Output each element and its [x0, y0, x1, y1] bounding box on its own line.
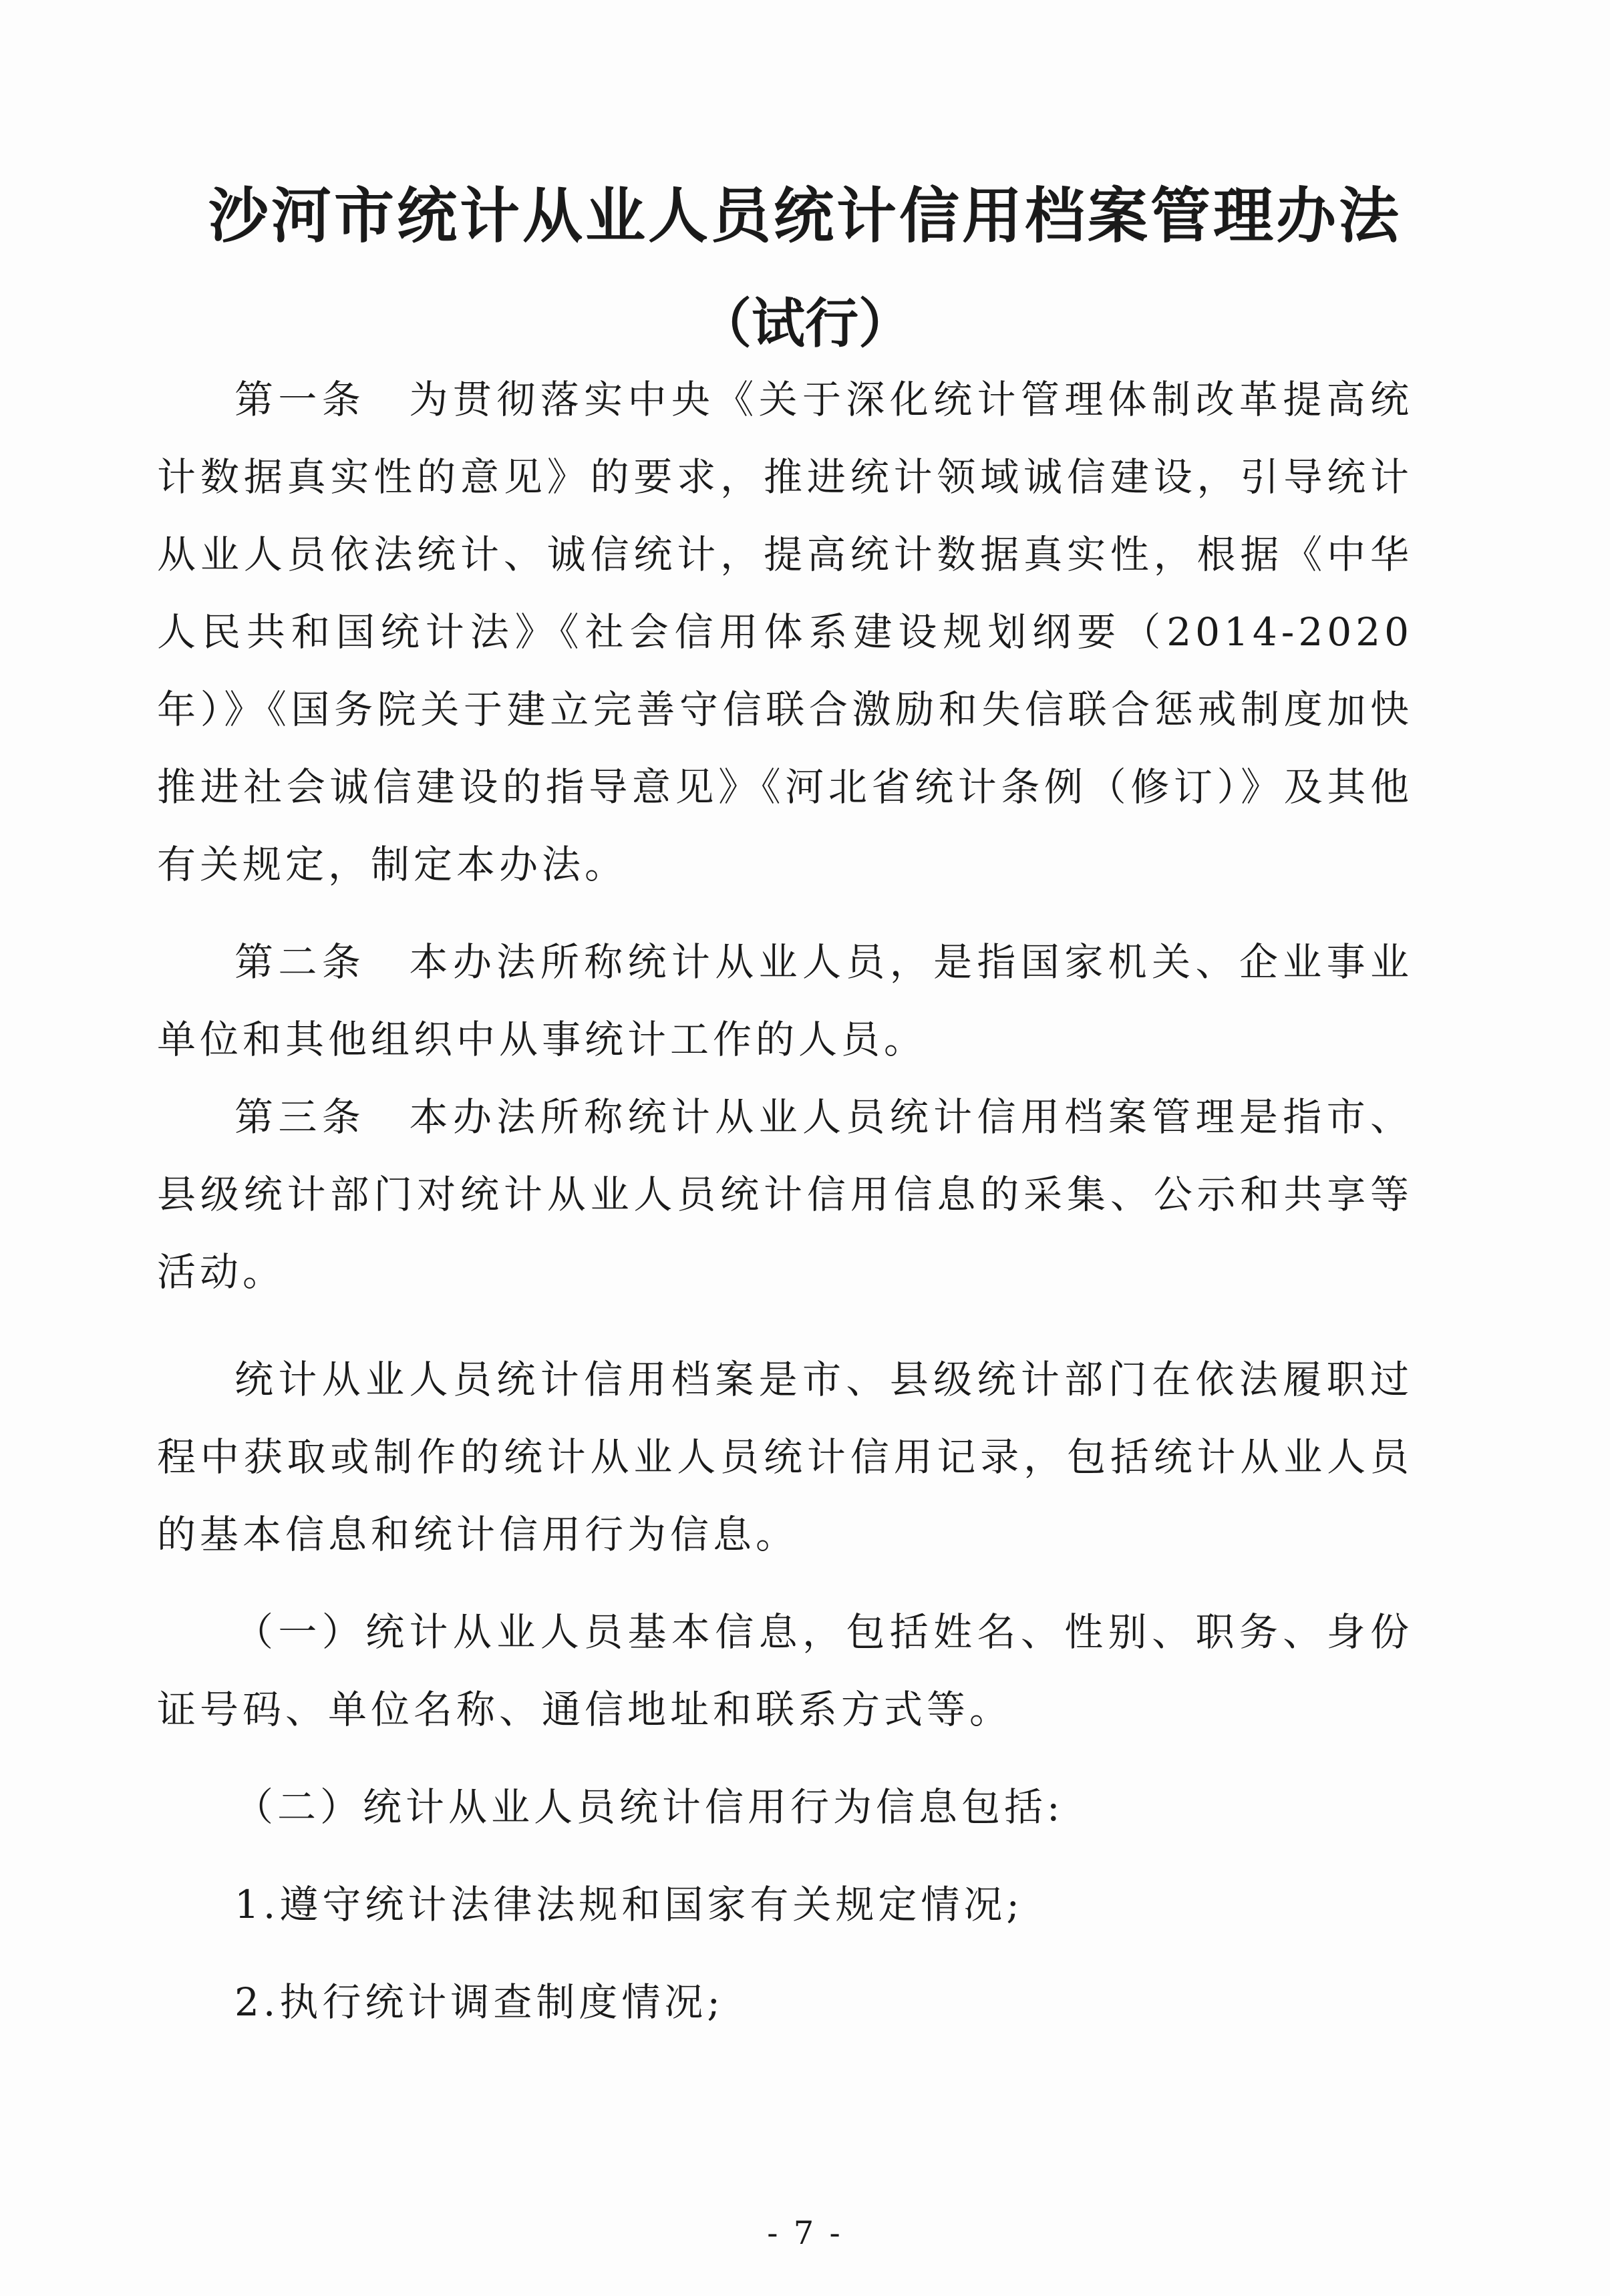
list-item-1: 1.遵守统计法律法规和国家有关规定情况; — [234, 1882, 1023, 1927]
document-subtitle: （试行） — [698, 293, 912, 355]
page-number: - 7 - — [767, 2215, 843, 2252]
article-1-paragraph: 第一条 为贯彻落实中央《关于深化统计管理体制改革提高统计数据真实性的意见》的要求，推进统计领域诚信建设，引导统计从业人员依法统计、诚信统计，提高统计数据真实性，根据《中华人民共和国统计法》《社会信用体系建设规划纲要（2014-2020年）》《国务院关于建立完善守信联合激励和失信联合惩戒制度加快推进社会诚信建设的指导意见》《河北省统计条例（修订）》及其他有关规定，制定本办法。 — [157, 377, 1413, 887]
document-title: 沙河市统计从业人员统计信用档案管理办法 — [208, 181, 1402, 251]
article-3-paragraph: 第三条 本办法所称统计从业人员统计信用档案管理是指市、县级统计部门对统计从业人员统计信用信息的采集、公示和共享等活动。 — [157, 1094, 1413, 1295]
list-item-2: 2.执行统计调查制度情况; — [234, 1979, 724, 2025]
basic-info-paragraph: （一）统计从业人员基本信息，包括姓名、性别、职务、身份证号码、单位名称、通信地址和联系方式等。 — [157, 1609, 1413, 1732]
article-2-paragraph: 第二条 本办法所称统计从业人员，是指国家机关、企业事业单位和其他组织中从事统计工作的人员。 — [157, 939, 1413, 1062]
document-body — [157, 361, 1413, 2041]
credit-archive-paragraph: 统计从业人员统计信用档案是市、县级统计部门在依法履职过程中获取或制作的统计从业人员统计信用记录，包括统计从业人员的基本信息和统计信用行为信息。 — [157, 1357, 1413, 1557]
credit-behavior-paragraph: （二）统计从业人员统计信用行为信息包括: — [234, 1784, 1064, 1830]
